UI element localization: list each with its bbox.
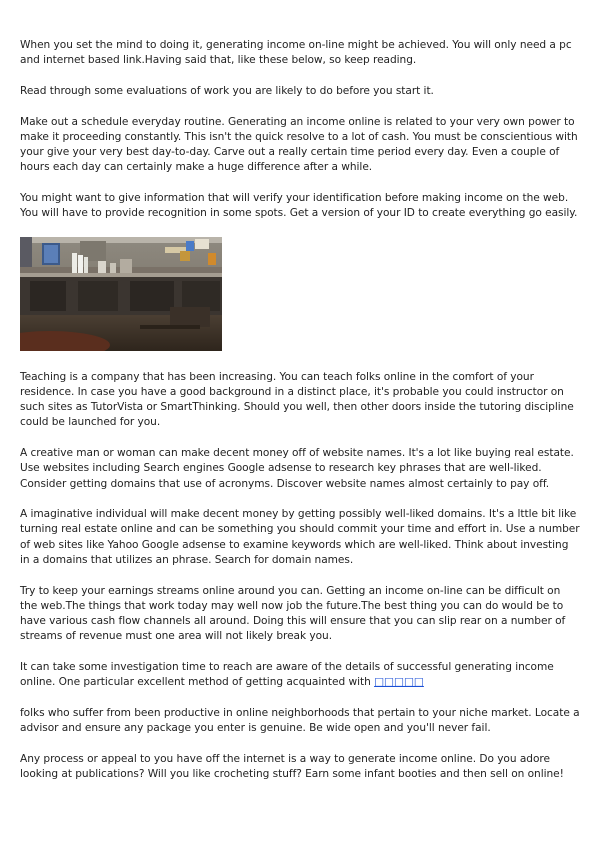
article-body <box>20 38 580 798</box>
paragraph-9 <box>20 660 580 690</box>
office-photo <box>20 237 222 351</box>
paragraph-3: Make out a schedule everyday routine. Generating an income online is related to your very own power to make it proceeding constantly. This isn't the quick resolve to a lot of cash. You must be conscientious with your give your very best day-to-day. Carve out a really certain time period every day. Even a couple of hours each day can certainly make a huge difference after a while. <box>20 115 578 174</box>
paragraph-6: A creative man or woman can make decent money off of website names. It's a lot like buying real estate. Use websites including Search engines Google adsense to research key phrases that are well-liked. Consider getting domains that use of acronyms. Discover website names almost certainly to pay off. <box>20 447 574 490</box>
paragraph-1: When you set the mind to doing it, generating income on-line might be achieved. You will only need a pc and internet based link.Having said that, like these below, so keep reading. <box>20 39 572 67</box>
paragraph-5: Teaching is a company that has been increasing. You can teach folks online in the comfort of your residence. In case you have a good background in a distinct place, it's probable you could instructor on such sites as TutorVista or SmartThinking. Should you well, then other doors inside the tutoring discipline could be launched for you. <box>20 370 574 429</box>
paragraph-4: You might want to give information that will verify your identification before making income on the web. You will have to provide recognition in some spots. Get a version of your ID to create everything go easily. <box>20 191 578 220</box>
paragraph-10: folks who suffer from been productive in online neighborhoods that pertain to your niche market. Locate a advisor and ensure any package you enter is genuine. Be wide open and you'll never fail. <box>20 706 580 734</box>
office-photo-illustration <box>20 237 222 351</box>
paragraph-9-text: It can take some investigation time to reach are aware of the details of successful generating income online. One particular excellent method of getting acquainted with <box>20 660 554 689</box>
paragraph-2: Read through some evaluations of work you are likely to do before you start it. <box>20 84 434 97</box>
paragraph-11: Any process or appeal to you have off the internet is a way to generate income online. Do you adore looking at publications? Will you like crocheting stuff? Earn some infant booties and then sell on online! <box>20 752 564 780</box>
inline-link[interactable]: □□□□□ <box>374 676 424 689</box>
paragraph-7: A imaginative individual will make decent money by getting possibly well-liked domains. It's a lttle bit like turning real estate online and can be something you should commit your time and effort in. Use a number of web sites like Yahoo Google adsense to examine keywords which are well-liked. Think about investing in a domains that utilizes an phrase. Search for domain names. <box>20 508 580 566</box>
paragraph-8: Try to keep your earnings streams online around you can. Getting an income on-line can be difficult on the web.The things that work today may well now job the future.The best thing you can do would be to have various cash flow channels all around. Doing this will ensure that you can slip rear on a number of streams of revenue must one area will not likely break you. <box>20 584 566 643</box>
